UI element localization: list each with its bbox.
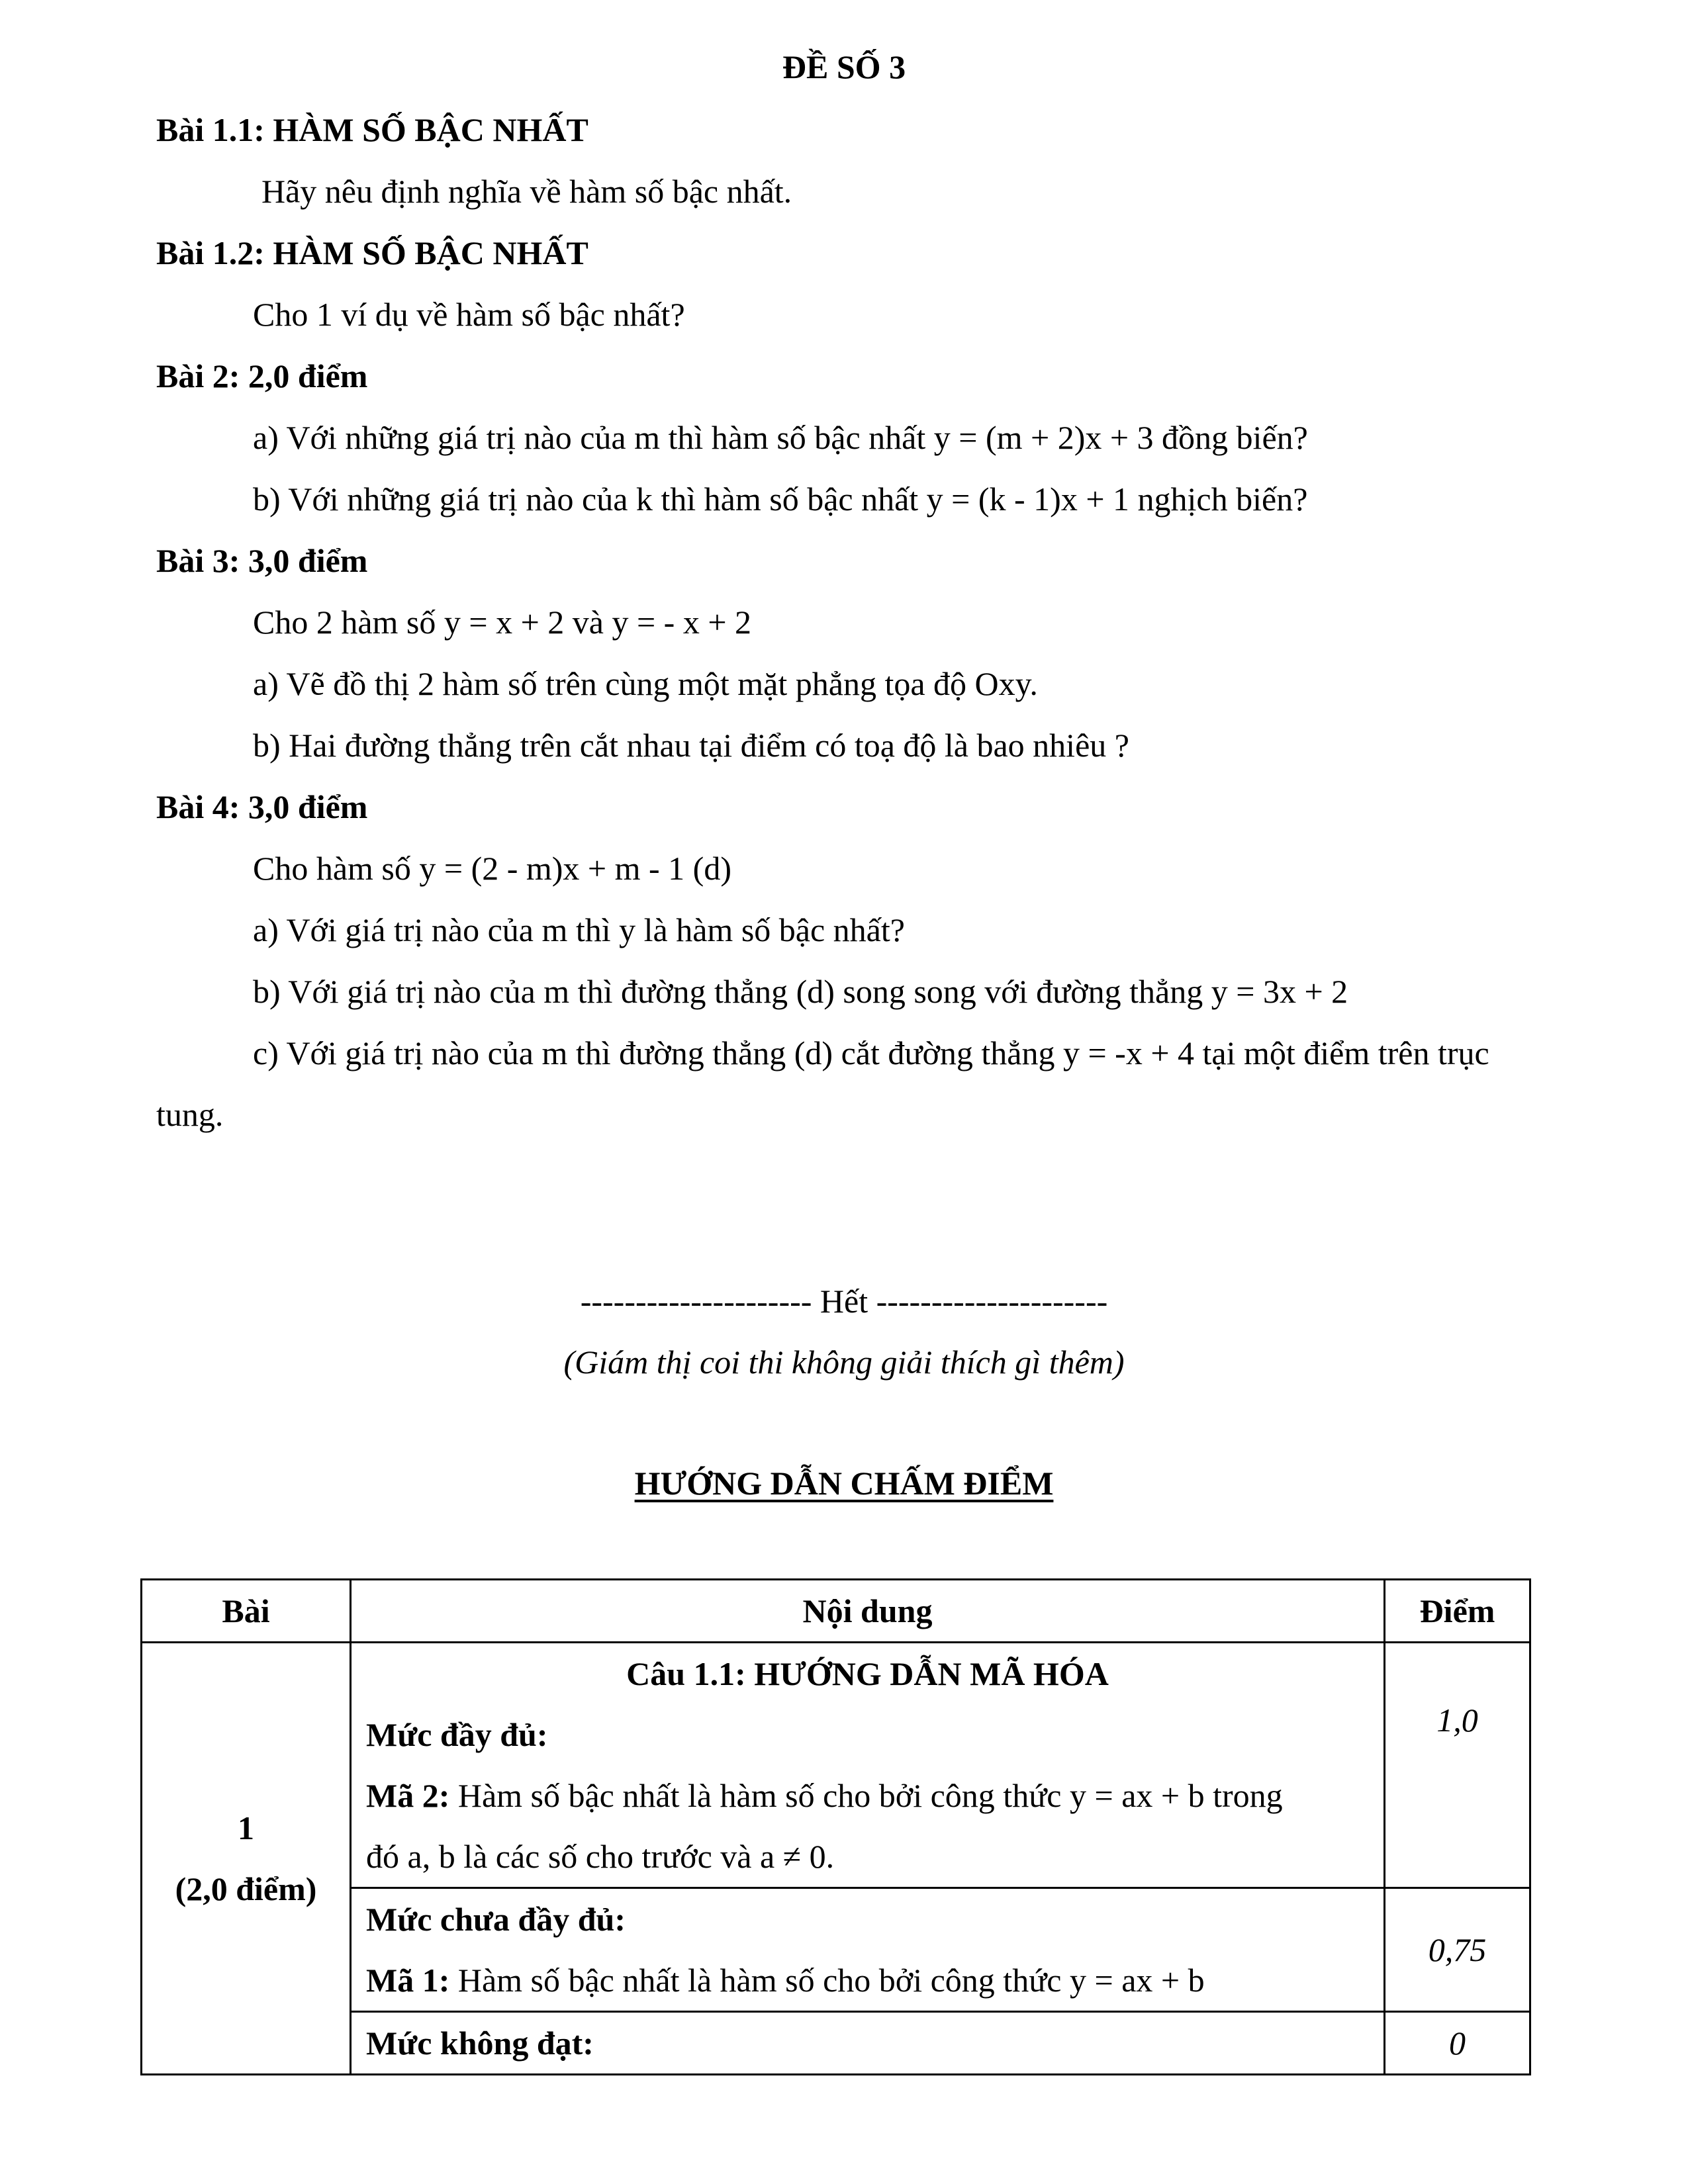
problem-3-intro: Cho 2 hàm số y = x + 2 và y = - x + 2 — [253, 604, 752, 641]
full-level-score: 1,0 — [1385, 1643, 1530, 1888]
problem-1-2-text: Cho 1 ví dụ về hàm số bậc nhất? — [253, 296, 685, 333]
problem-1-2-heading: Bài 1.2: HÀM SỐ BẬC NHẤT — [156, 234, 588, 271]
none-level-cell — [351, 2012, 1385, 2075]
problem-2-heading: Bài 2: 2,0 điểm — [156, 357, 368, 394]
grading-table — [140, 1578, 1531, 2075]
header-diem: Điểm — [1385, 1580, 1530, 1643]
problem-4-b: b) Với giá trị nào của m thì đường thẳng (d) song song với đường thẳng y = 3x + 2 — [253, 973, 1348, 1010]
page-title: ĐỀ SỐ 3 — [782, 48, 906, 85]
bai-points: (2,0 điểm) — [175, 1870, 317, 1907]
partial-level-line — [366, 1950, 1369, 2011]
partial-level-code: Mã 1: — [366, 1962, 450, 1999]
problem-2-b: b) Với những giá trị nào của k thì hàm số bậc nhất y = (k - 1)x + 1 nghịch biến? — [253, 480, 1308, 518]
partial-level-cell — [351, 1888, 1385, 2012]
problem-4-a: a) Với giá trị nào của m thì y là hàm số bậc nhất? — [253, 911, 905, 948]
problem-2-a: a) Với những giá trị nào của m thì hàm số bậc nhất y = (m + 2)x + 3 đồng biến? — [253, 419, 1308, 456]
end-line: --------------------- Hết --------------------- — [580, 1283, 1108, 1320]
full-level-line-1 — [366, 1765, 1369, 1826]
problem-1-1-heading: Bài 1.1: HÀM SỐ BẬC NHẤT — [156, 111, 588, 148]
problem-1-1-text: Hãy nêu định nghĩa về hàm số bậc nhất. — [261, 173, 792, 210]
header-noi-dung: Nội dung — [351, 1580, 1385, 1643]
problem-3-heading: Bài 3: 3,0 điểm — [156, 542, 368, 579]
full-level-label: Mức đầy đủ: — [366, 1716, 548, 1753]
problem-4-c: c) Với giá trị nào của m thì đường thẳng (d) cắt đường thẳng y = -x + 4 tại một điểm trên trục — [253, 1034, 1489, 1071]
none-level-label: Mức không đạt: — [366, 2025, 594, 2062]
none-level-score: 0 — [1385, 2012, 1530, 2075]
table-header-row — [142, 1580, 1530, 1643]
grading-guide-title-text: HƯỚNG DẪN CHẤM ĐIỂM — [634, 1465, 1054, 1502]
proctor-note: (Giám thị coi thi không giải thích gì thêm) — [563, 1343, 1125, 1381]
problem-4-heading: Bài 4: 3,0 điểm — [156, 788, 368, 825]
header-bai: Bài — [142, 1580, 351, 1643]
problem-3-b: b) Hai đường thẳng trên cắt nhau tại điểm có toạ độ là bao nhiêu ? — [253, 727, 1129, 764]
cau-title: Câu 1.1: HƯỚNG DẪN MÃ HÓA — [626, 1655, 1109, 1692]
partial-level-label: Mức chưa đầy đủ: — [366, 1901, 626, 1938]
problem-3-a: a) Vẽ đồ thị 2 hàm số trên cùng một mặt phẳng tọa độ Oxy. — [253, 665, 1038, 702]
full-level-code: Mã 2: — [366, 1777, 450, 1814]
partial-level-text: Hàm số bậc nhất là hàm số cho bởi công thức y = ax + b — [449, 1962, 1205, 1999]
partial-level-score: 0,75 — [1385, 1888, 1530, 2012]
problem-4-intro: Cho hàm số y = (2 - m)x + m - 1 (d) — [253, 850, 731, 887]
table-row — [142, 1643, 1530, 1888]
full-level-text-1: Hàm số bậc nhất là hàm số cho bởi công thức y = ax + b trong — [449, 1777, 1283, 1814]
problem-4-c-continued: tung. — [156, 1096, 224, 1133]
full-level-line-2: đó a, b là các số cho trước và a ≠ 0. — [366, 1838, 835, 1875]
grading-guide-title — [0, 1463, 1688, 1504]
full-level-cell — [351, 1643, 1385, 1888]
bai-number: 1 — [238, 1809, 254, 1846]
bai-cell — [142, 1643, 351, 2075]
